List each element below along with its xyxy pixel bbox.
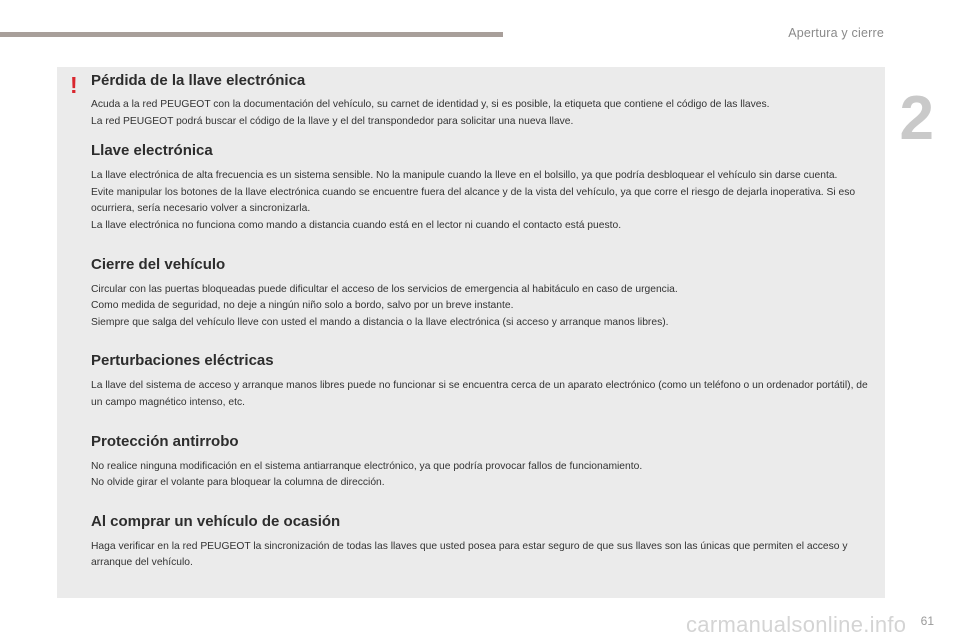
page-number: 61 (920, 614, 934, 628)
block-title: Al comprar un vehículo de ocasión (91, 512, 341, 530)
block-anti-theft (91, 432, 871, 492)
header-rule (0, 32, 503, 37)
block-title: Protección antirrobo (91, 432, 239, 450)
warning-exclamation-icon: ! (70, 72, 78, 98)
block-paragraph: La llave electrónica no funciona como mando a distancia cuando está en el lector ni cuando el contacto está puesto. (91, 219, 622, 231)
block-paragraph: No olvide girar el volante para bloquear la columna de dirección. (91, 477, 385, 489)
chapter-number: 2 (899, 84, 934, 153)
block-title: Llave electrónica (91, 142, 213, 160)
block-paragraph: Circular con las puertas bloqueadas puede dificultar el acceso de los servicios de emergencia al habitáculo en caso de urgencia. (91, 283, 678, 295)
block-paragraph: Acuda a la red PEUGEOT con la documentación del vehículo, su carnet de identidad y, si es posible, la etiqueta que contiene el código de las llaves. (91, 99, 770, 110)
block-paragraph: Evite manipular los botones de la llave electrónica cuando se encuentre fuera del alcance y de la vista del vehículo, ya que corre el riesgo de dejarla inoperativa. Si eso ocurriera, sería necesario volver a sincronizarla. (91, 186, 856, 215)
block-paragraph: Siempre que salga del vehículo lleve con usted el mando a distancia o la llave electrónica (si acceso y arranque manos libres). (91, 316, 669, 328)
watermark: carmanualsonline.info (686, 612, 907, 637)
block-vehicle-locking (91, 255, 871, 332)
block-lost-key (91, 71, 871, 130)
block-paragraph: La llave del sistema de acceso y arranque manos libres puede no funcionar si se encuentra cerca de un aparato electrónico (como un teléfono o un ordenador portátil), de un campo magnético intenso, etc. (91, 380, 868, 408)
block-paragraph: Como medida de seguridad, no deje a ningún niño solo a bordo, salvo por un breve instante. (91, 300, 514, 312)
info-panel (57, 67, 885, 598)
block-title: Pérdida de la llave electrónica (91, 72, 306, 89)
block-title: Perturbaciones eléctricas (91, 352, 274, 370)
block-paragraph: La llave electrónica de alta frecuencia es un sistema sensible. No la manipule cuando la lleve en el bolsillo, ya que podría desbloquear el vehículo sin darse cuenta. (91, 170, 838, 182)
block-paragraph: La red PEUGEOT podrá buscar el código de la llave y el del transpondedor para solicitar una nueva llave. (91, 115, 574, 127)
section-title: Apertura y cierre (788, 26, 884, 40)
block-electrical-interference (91, 351, 871, 411)
block-title: Cierre del vehículo (91, 255, 226, 273)
block-paragraph: No realice ninguna modificación en el sistema antiarranque electrónico, ya que podría provocar fallos de funcionamiento. (91, 460, 643, 472)
block-used-vehicle (91, 512, 871, 572)
block-paragraph: Haga verificar en la red PEUGEOT la sincronización de todas las llaves que usted posea para estar seguro de que sus llaves son las únicas que permiten el acceso y arranque del vehículo. (91, 540, 848, 569)
block-electronic-key (91, 141, 871, 234)
